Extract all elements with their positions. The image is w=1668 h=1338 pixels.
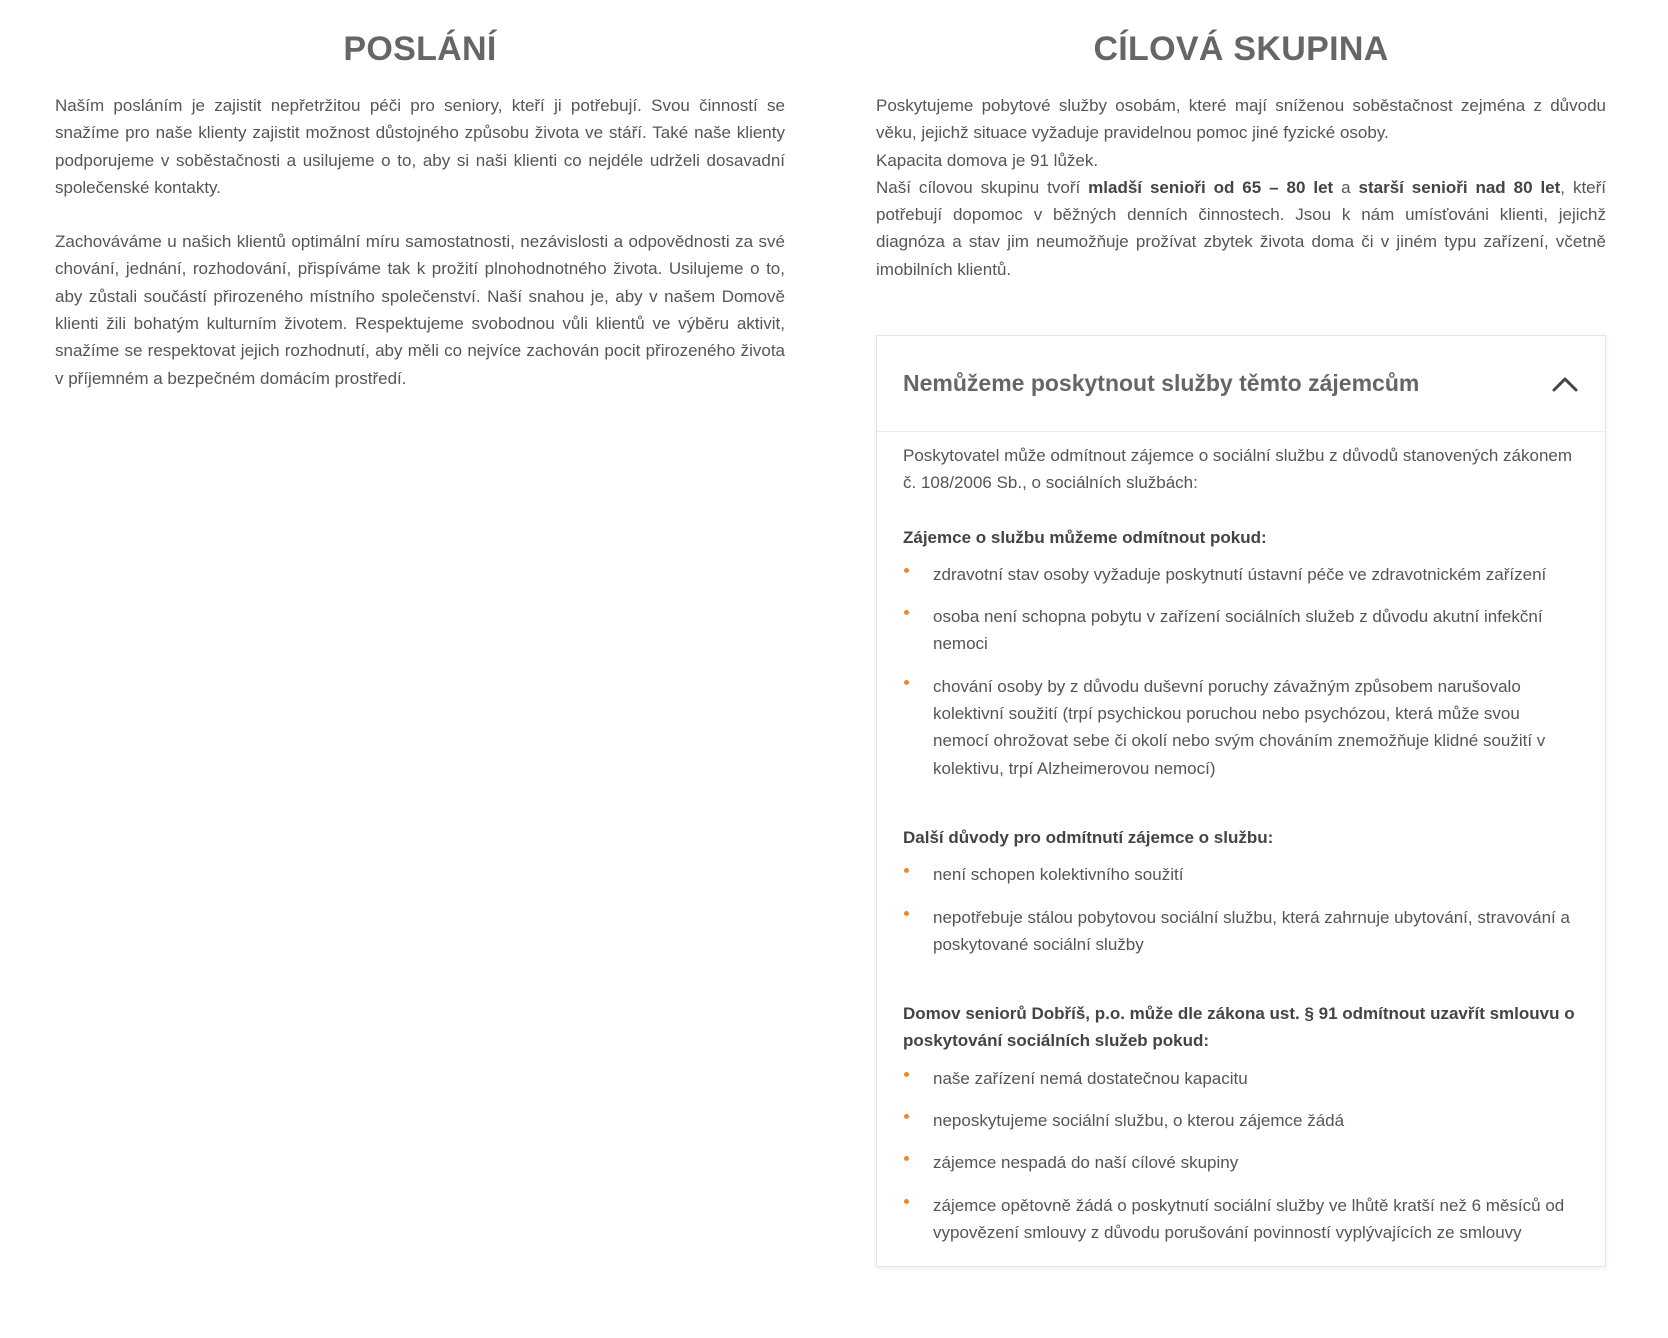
section-1-list — [903, 561, 1579, 782]
bullet-icon — [904, 1072, 909, 1077]
mission-title: POSLÁNÍ — [343, 30, 497, 68]
list-item: zájemce nespadá do naší cílové skupiny — [903, 1149, 1579, 1176]
accordion-header[interactable] — [877, 336, 1605, 432]
capacity-text: Kapacita domova je 91 lůžek. — [876, 150, 1099, 170]
list-item: chování osoby by z důvodu duševní poruchy závažným způsobem narušovalo kolektivní soužití (trpí psychickou poruchou nebo psychózou, která může svou nemocí ohrožovat sebe či okolí nebo svým chováním znemožňuje klidné soužití v kolektivu, trpí Alzheimerovou nemocí) — [903, 673, 1579, 782]
list-item: naše zařízení nemá dostatečnou kapacitu — [903, 1065, 1579, 1092]
refusal-accordion — [876, 335, 1606, 1267]
mission-paragraph-2: Zachováváme u našich klientů optimální míru samostatnosti, nezávislosti a odpovědnosti za své chování, jednání, rozhodování, přispíváme tak k prožití plnohodnotného života. Usilujeme o to, aby zůstali součástí přirozeného místního společenství. Naší snahou je, aby v našem Domově klienti žili bohatým kulturním životem. Respektujeme svobodnou vůli klientů ve výběru aktivit, snažíme se respektovat jejich rozhodnutí, aby měli co nejvíce zachován pocit přirozeného života v příjemném a bezpečném domácím prostředí. — [55, 232, 785, 388]
list-item: neposkytujeme sociální službu, o kterou zájemce žádá — [903, 1107, 1579, 1134]
target-group-column — [876, 0, 1607, 1242]
section-3-heading: Domov seniorů Dobříš, p.o. může dle zákona ust. § 91 odmítnout uzavřít smlouvu o poskytování sociálních služeb pokud: — [903, 1004, 1575, 1051]
bullet-icon — [904, 868, 909, 873]
list-item: není schopen kolektivního soužití — [903, 861, 1579, 888]
bullet-icon — [904, 1199, 909, 1204]
list-item: zájemce opětovně žádá o poskytnutí sociální služby ve lhůtě kratší než 6 měsíců od vypovězení smlouvy z důvodu porušování povinností vyplývajících ze smlouvy — [903, 1192, 1579, 1247]
bullet-icon — [904, 911, 909, 916]
accordion-title: Nemůžeme poskytnout služby těmto zájemcům — [903, 370, 1420, 396]
list-item: osoba není schopna pobytu v zařízení sociálních služeb z důvodu akutní infekční nemoci — [903, 603, 1579, 658]
bullet-icon — [904, 568, 909, 573]
bullet-icon — [904, 680, 909, 685]
target-mid: a — [1333, 177, 1359, 197]
target-group-paragraph: Poskytujeme pobytové služby osobám, které mají sníženou soběstačnost zejména z důvodu věku, jejichž situace vyžaduje pravidelnou pomoc jiné fyzické osoby. — [876, 96, 1606, 143]
target-older-seniors: starší senioři nad 80 let — [1358, 177, 1561, 197]
bullet-icon — [904, 610, 909, 615]
mission-column — [55, 0, 785, 392]
list-item: nepotřebuje stálou pobytovou sociální službu, která zahrnuje ubytování, stravování a poskytované sociální služby — [903, 904, 1579, 959]
accordion-body — [877, 432, 1605, 1266]
target-prefix: Naší cílovou skupinu tvoří — [876, 177, 1089, 197]
target-younger-seniors: mladší senioři od 65 – 80 let — [1088, 177, 1334, 197]
section-2-list — [903, 861, 1579, 958]
section-2-heading: Další důvody pro odmítnutí zájemce o službu: — [903, 827, 1274, 847]
list-item: zdravotní stav osoby vyžaduje poskytnutí ústavní péče ve zdravotnickém zařízení — [903, 561, 1579, 588]
target-group-title: CÍLOVÁ SKUPINA — [1093, 30, 1389, 68]
mission-paragraph-1: Naším posláním je zajistit nepřetržitou péči pro seniory, kteří ji potřebují. Svou činností se snažíme pro naše klienty zajistit možnost důstojného způsobu života ve stáří. Také naše klienty podporujeme v soběstačnosti a usilujeme o to, aby si naši klienti co nejdéle udrželi dosavadní společenské kontakty. — [55, 96, 785, 197]
bullet-icon — [904, 1114, 909, 1119]
bullet-icon — [904, 1156, 909, 1161]
chevron-up-icon[interactable] — [1551, 374, 1579, 394]
section-1-heading: Zájemce o službu můžeme odmítnout pokud: — [903, 527, 1267, 547]
section-3-list — [903, 1065, 1579, 1246]
target-group-description — [876, 174, 1606, 283]
target-suffix: , kteří potřebují dopomoc v běžných denních činnostech. Jsou k nám umísťováni klienti, jejichž diagnóza a stav jim neumožňuje prožívat zbytek života doma či v jiném typu zařízení, včetně imobilních klientů. — [876, 177, 1607, 279]
accordion-intro: Poskytovatel může odmítnout zájemce o sociální službu z důvodů stanovených zákonem č. 108/2006 Sb., o sociálních službách: — [903, 446, 1573, 493]
